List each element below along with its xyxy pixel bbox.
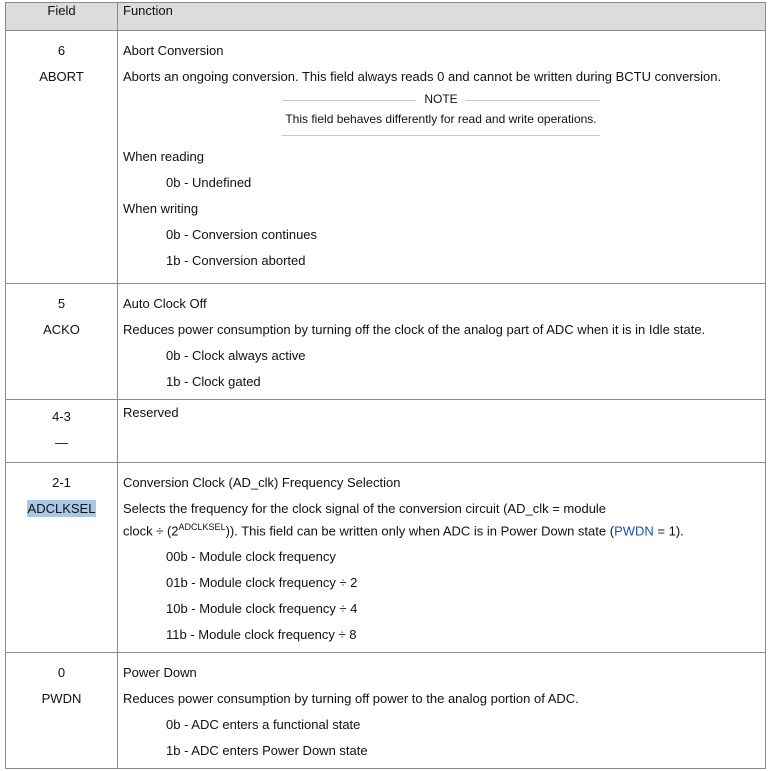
value-item: 1b - ADC enters Power Down state (166, 743, 368, 759)
description-text: )). This field can be written only when ADC is in Power Down state ( (225, 523, 615, 539)
field-cell (6, 400, 118, 463)
header-function: Function (118, 3, 766, 31)
field-name (7, 496, 116, 522)
table-row-adclksel (6, 463, 766, 653)
value-item: 10b - Module clock frequency ÷ 4 (166, 601, 358, 617)
value-item: 01b - Module clock frequency ÷ 2 (166, 575, 358, 591)
field-name: — (55, 435, 68, 450)
table-row-acko (6, 284, 766, 400)
field-bits: 6 (57, 43, 66, 58)
table-row-reserved (6, 400, 766, 463)
function-cell (118, 31, 766, 284)
description-line-2 (123, 518, 759, 540)
pwdn-link[interactable]: PWDN (614, 523, 654, 539)
note-label: NOTE (416, 92, 465, 106)
field-cell (6, 653, 118, 769)
table-row-abort (6, 31, 766, 284)
function-title: Conversion Clock (AD_clk) Frequency Selection (123, 475, 401, 490)
value-item: 11b - Module clock frequency ÷ 8 (166, 627, 357, 643)
field-name: ABORT (39, 69, 84, 84)
value-item: 0b - Clock always active (166, 348, 306, 363)
function-description: Reduces power consumption by turning off the clock of the analog part of ADC when it is in Idle state. (123, 322, 706, 337)
field-cell (6, 463, 118, 653)
field-name-highlight: ADCLKSEL (27, 501, 96, 516)
field-bits: 5 (57, 296, 66, 311)
note-box (282, 92, 600, 136)
exponent-text: ADCLKSEL (178, 522, 226, 532)
description-text: = 1). (653, 523, 684, 539)
field-name: PWDN (41, 691, 82, 707)
table-header-row (6, 3, 766, 31)
note-text: This field behaves differently for read and write operations. (285, 112, 597, 126)
function-description (123, 496, 759, 544)
reading-label: When reading (123, 149, 204, 164)
function-description: Reduces power consumption by turning off power to the analog portion of ADC. (123, 691, 579, 707)
function-cell (118, 400, 766, 463)
value-item: 0b - Conversion continues (166, 227, 318, 242)
writing-label: When writing (123, 201, 199, 216)
function-title: Reserved (123, 405, 179, 420)
value-item: 1b - Conversion aborted (166, 253, 306, 268)
field-name: ACKO (43, 322, 80, 337)
function-cell (118, 463, 766, 653)
function-description: Aborts an ongoing conversion. This field always reads 0 and cannot be written during BCTU conversion. (123, 69, 722, 84)
table-row-pwdn (6, 653, 766, 769)
field-cell (6, 284, 118, 400)
value-item: 0b - Undefined (166, 175, 252, 190)
register-field-table (5, 2, 766, 769)
field-bits: 4-3 (52, 409, 71, 424)
field-cell (6, 31, 118, 284)
value-item: 1b - Clock gated (166, 374, 261, 389)
function-title: Power Down (123, 665, 197, 681)
value-item: 00b - Module clock frequency (166, 549, 336, 565)
field-bits: 2-1 (52, 475, 71, 490)
function-title: Auto Clock Off (123, 296, 207, 311)
value-item: 0b - ADC enters a functional state (166, 717, 361, 733)
description-line-1: Selects the frequency for the clock signal of the conversion circuit (AD_clk = module (123, 501, 607, 516)
function-cell (118, 653, 766, 769)
field-bits: 0 (57, 665, 66, 681)
header-field: Field (6, 3, 118, 31)
function-title: Abort Conversion (123, 43, 224, 58)
function-cell (118, 284, 766, 400)
description-text: clock ÷ (2 (123, 523, 179, 539)
